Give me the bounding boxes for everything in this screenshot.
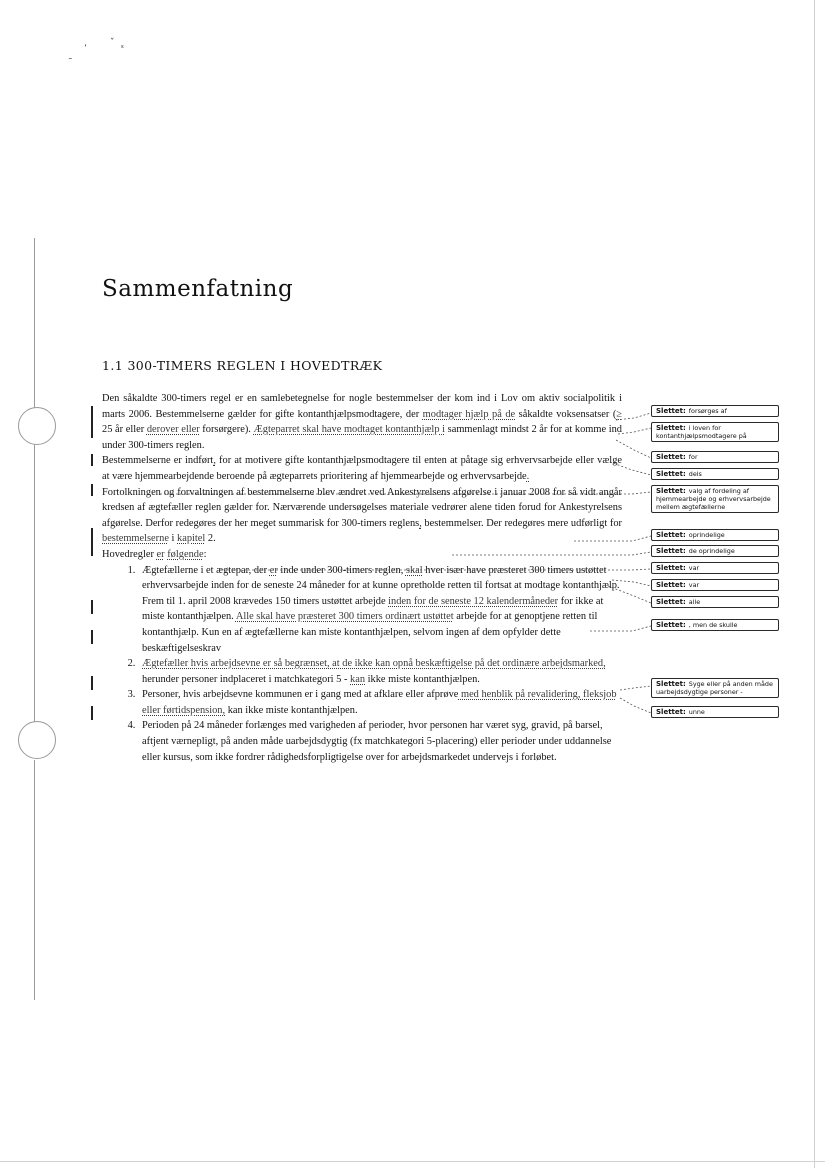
deletion-balloon[interactable] [651, 596, 779, 608]
inserted-text: Alle skal have præsteret 300 timers ordinært ustøttet [235, 611, 454, 623]
inserted-text: kapitel [177, 533, 206, 545]
balloon-label: Slettet: [656, 621, 686, 629]
text-run: herunder personer indplaceret i matchkategori 5 - [142, 673, 351, 685]
deletion-balloon[interactable] [651, 529, 779, 541]
text-run: ikke miste kontanthjælpen. [365, 673, 480, 685]
inserted-text: skal [405, 564, 423, 576]
inserted-text: bestemmelserne [102, 533, 169, 545]
inserted-text: , [419, 517, 422, 529]
text-run: såkaldte voksensatser ( [515, 408, 617, 420]
text-run: : [203, 548, 207, 560]
scan-speck: ʼ [84, 44, 87, 54]
inserted-text: modtager hjælp på de [422, 408, 516, 420]
balloon-text: forsørges af [688, 407, 727, 415]
inserted-text: derover eller [146, 424, 200, 436]
inserted-text: kan [350, 673, 366, 685]
balloon-label: Slettet: [656, 598, 686, 606]
page-title: Sammenfatning [102, 276, 294, 302]
text-run: i [168, 533, 178, 545]
inserted-text: ≥ [616, 408, 622, 420]
text-run: Fortolkningen og forvaltningen af bestemmelserne blev ændret ved Ankestyrelsens afgørelse i januar 2008 for så vidt angår kredsen af ægtefæller reglen gælder for. Nærværende undersøgelses materiale vedrører alene tiden forud for Ankestyrelsens afgørelse. Derfor redegøres der her meget summarisk for 300-timers reglens [102, 486, 622, 529]
balloon-label: Slettet: [656, 680, 686, 688]
balloon-text: Syge eller på anden måde uarbejdsdygtige personer - [656, 680, 773, 696]
balloon-label: Slettet: [656, 564, 686, 572]
text-run: Personer, hvis arbejdsevne kommunen er i gang med at afklare eller afprøve [142, 689, 459, 701]
balloon-label: Slettet: [656, 407, 686, 415]
text-run: for ikke at miste kontanthjælpen. [142, 595, 604, 623]
balloon-label: Slettet: [656, 581, 686, 589]
inserted-text: Ægteparret skal have modtaget kontanthjælp i [253, 424, 446, 436]
deletion-balloon[interactable] [651, 678, 779, 698]
balloon-text: dels [688, 470, 702, 478]
leader-line [452, 552, 651, 555]
balloon-label: Slettet: [656, 424, 686, 432]
text-run: inde under 300-timers reglen, [277, 564, 406, 576]
balloon-text: i loven for kontanthjælpsmodtagere på [656, 424, 747, 440]
balloon-text: valg af fordeling af hjemmearbejde og erhvervsarbejde mellem ægtefællerne [656, 487, 771, 511]
text-run: Ægtefællerne i et ægtepar, der [142, 564, 270, 576]
deletion-balloon[interactable] [651, 706, 779, 718]
balloon-text: for [688, 453, 698, 461]
text-run: Den såkaldte 300-timers regel er en samlebetegnelse for nogle bestemmelser der kom ind i Lov om aktiv socialpolitik i marts 2006. Bestemmelserne gælder for gifte kontanthjælpsmodtagere, der [102, 393, 622, 420]
deletion-balloon[interactable] [651, 405, 779, 417]
text-run: hver især have præsteret 300 timers ustøttet erhvervsarbejde inden for de seneste 24 måneder for at kunne opretholde retten til fortsat at modtage kontanthjælp. Frem til 1. april 2008 krævedes 150 timers ustøttet arbejde [142, 564, 620, 607]
balloon-label: Slettet: [656, 470, 686, 478]
leader-line [620, 686, 651, 690]
inserted-text: er [269, 564, 278, 576]
deletion-balloon[interactable] [651, 545, 779, 557]
leader-line [618, 428, 651, 434]
balloon-text: unne [688, 708, 705, 716]
balloon-label: Slettet: [656, 487, 686, 495]
text-run: for at motivere gifte kontanthjælpsmodtagere til enten at påtage sig erhvervsarbejde eller vælge at være hjemmearbejdende beroende på ægteparrets prioritering af hjemmearbejde og erhvervsarbejde [102, 455, 622, 482]
leader-line [574, 536, 651, 541]
deletion-balloon[interactable] [651, 579, 779, 591]
balloon-text: alle [688, 598, 701, 606]
text-run: Hovedregler [102, 548, 157, 560]
balloon-label: Slettet: [656, 708, 686, 716]
inserted-text: følgende [167, 548, 204, 560]
text-run: 25 år eller [102, 424, 147, 436]
text-run: forsørgere). [199, 424, 254, 436]
leader-line [620, 698, 651, 713]
deletion-balloon[interactable] [651, 451, 779, 463]
section-heading: 1.1 300-TIMERS REGLEN I HOVEDTRÆK [102, 358, 383, 373]
deletion-balloon[interactable] [651, 619, 779, 631]
deletion-balloon[interactable] [651, 468, 779, 480]
scan-speck: ˇ [110, 38, 115, 48]
balloon-text: oprindelige [688, 531, 725, 539]
deletion-balloon[interactable] [651, 485, 779, 513]
balloon-text: de oprindelige [688, 547, 735, 555]
balloon-label: Slettet: [656, 453, 686, 461]
leader-line [590, 626, 651, 631]
inserted-text: med henblik på revalidering, fleksjob eller førtidspension, [142, 689, 617, 716]
scan-speck: ᵋ [121, 44, 125, 54]
inserted-text: Ægtefæller hvis arbejdsevne er så begrænset, at de ikke kan opnå beskæftigelse på det ordinære arbejdsmarked, [142, 658, 606, 670]
deletion-balloon[interactable] [651, 562, 779, 574]
balloon-label: Slettet: [656, 547, 686, 555]
inserted-text: inden for de seneste 12 kalendermåneder [388, 595, 559, 607]
deletion-balloon[interactable] [651, 422, 779, 442]
text-run: Perioden på 24 måneder forlænges med varigheden af perioder, hvor personen har været syg, gravid, på barsel, aftjent værnepligt, på anden måde uarbejdsdygtig (fx matchkategori 5-placering) eller perioder under uddannelse eller kursus, som ikke fordrer rådighedsforpligtigelse over for arbejdsmarkedet undervejs i forløbet. [142, 720, 612, 763]
text-run: 2. [205, 533, 216, 545]
text-run: Bestemmelserne er indført [102, 455, 214, 467]
leader-line [616, 440, 651, 458]
balloon-text: , men de skulle [688, 621, 738, 629]
balloon-label: Slettet: [656, 531, 686, 539]
leader-line [608, 586, 651, 603]
leader-line [616, 413, 651, 420]
leader-line [612, 580, 651, 586]
leader-line [160, 492, 651, 494]
inserted-text: . [526, 470, 530, 482]
balloon-text: var [688, 564, 700, 572]
text-run: arbejde for at genoptjene retten til kontanthjælp. Kun en af ægtefællerne kan miste kontanthjælpen, selvom ingen af dem opfylder dette beskæftigelseskrav [142, 611, 598, 654]
text-run: kan ikke miste kontanthjælpen. [225, 704, 358, 716]
leader-line [610, 462, 651, 475]
text-run: sammenlagt mindst 2 år for at komme ind under 300-timers reglen. [102, 424, 622, 451]
text-run: bestemmelser. Der redegøres mere udførligt for [421, 517, 622, 529]
leader-line [220, 569, 651, 570]
inserted-text: , [213, 455, 216, 467]
scan-speck: ˜ [68, 58, 73, 68]
inserted-text: er [156, 548, 165, 560]
balloon-text: var [688, 581, 700, 589]
